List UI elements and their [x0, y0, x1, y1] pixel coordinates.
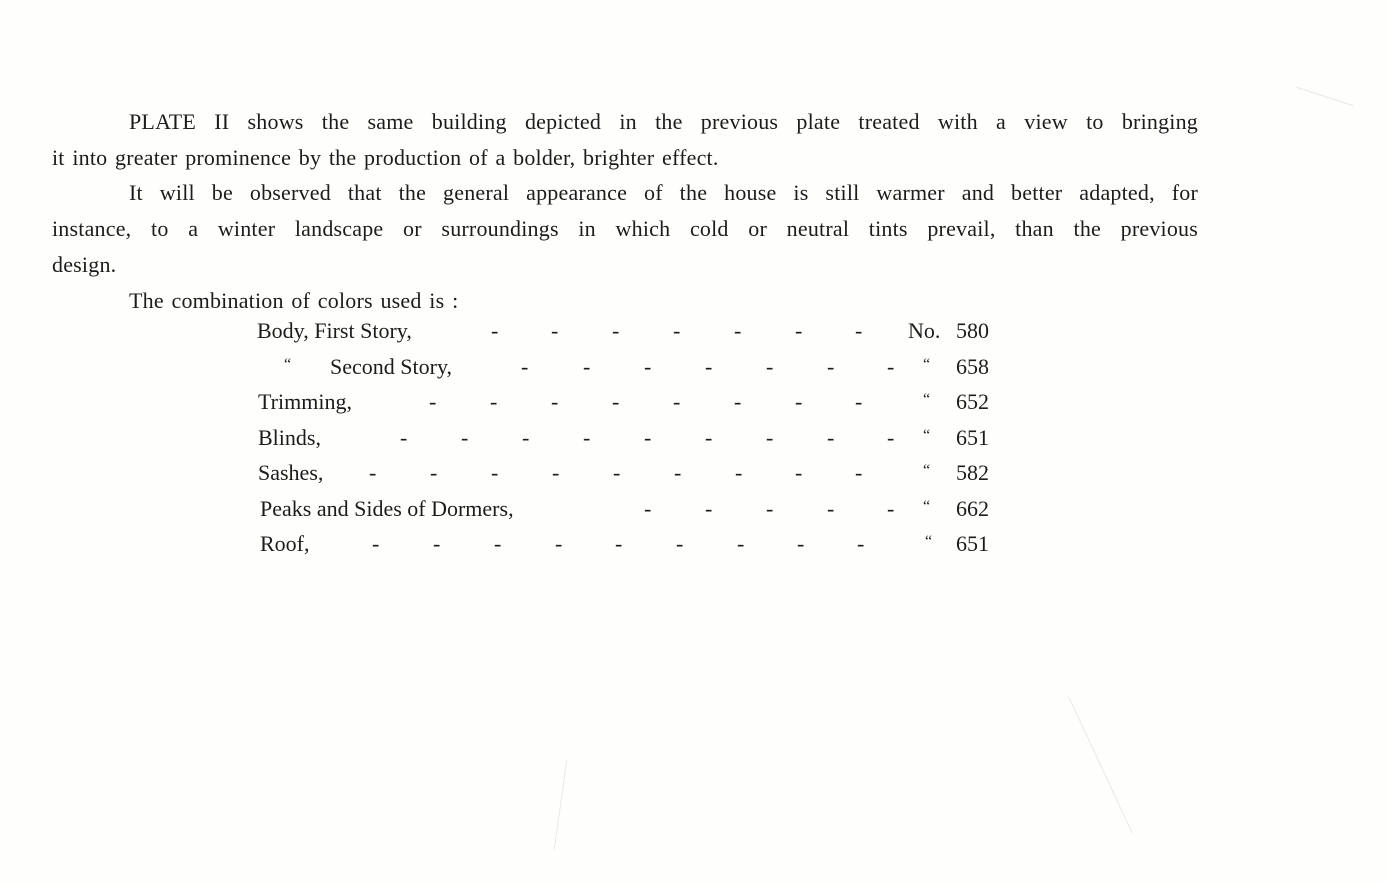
leader-dashes: -: [372, 531, 380, 556]
leader-dashes: -: [887, 495, 895, 521]
color-combination-table: [257, 318, 1002, 567]
paragraph-line: PLATE II shows the same building depicted in the previous plate treated with a view to bringing: [129, 109, 1198, 134]
table-row: [257, 460, 1002, 496]
leader-dashes: -: [827, 353, 835, 379]
row-label: Peaks and Sides of Dormers,: [260, 495, 514, 521]
ditto-mark: “: [923, 497, 931, 515]
color-number: 651: [956, 424, 989, 450]
leader-dashes: -: [855, 389, 863, 414]
leader-dashes: -: [583, 353, 591, 379]
leader-dashes: -: [887, 353, 895, 379]
paper-scuff: [1296, 87, 1353, 106]
leader-dashes: -: [737, 531, 745, 556]
color-number: 582: [956, 460, 989, 485]
leader-dashes: -: [674, 460, 682, 485]
ditto-mark: “: [923, 355, 931, 373]
leader-dashes: -: [612, 389, 620, 414]
color-number: 658: [956, 353, 989, 379]
leader-dashes: -: [522, 424, 530, 450]
leader-dashes: -: [795, 460, 803, 485]
row-label: Sashes,: [258, 460, 324, 485]
row-label: Roof,: [260, 531, 310, 556]
leader-dashes: -: [734, 389, 742, 414]
leader-dashes: -: [551, 318, 559, 343]
ditto-mark: “: [923, 462, 931, 479]
leader-dashes: -: [583, 424, 591, 450]
leader-dashes: -: [400, 424, 408, 450]
paragraph-line: design.: [52, 252, 117, 277]
leader-dashes: -: [644, 495, 652, 521]
paragraph-line: The combination of colors used is :: [129, 288, 459, 313]
leader-dashes: -: [461, 424, 469, 450]
leader-dashes: -: [766, 495, 774, 521]
leader-dashes: -: [552, 460, 560, 485]
leader-dashes: -: [887, 424, 895, 450]
leader-dashes: -: [855, 318, 863, 343]
leader-dashes: -: [855, 460, 863, 485]
leader-dashes: -: [857, 531, 865, 556]
leader-dashes: -: [734, 318, 742, 343]
leader-dashes: -: [766, 353, 774, 379]
row-label: Body, First Story,: [257, 318, 412, 343]
paragraph-line: it into greater prominence by the production of a bolder, brighter effect.: [52, 145, 719, 170]
leader-dashes: -: [491, 460, 499, 485]
paragraph-combination-intro: [129, 283, 729, 319]
leader-dashes: -: [491, 318, 499, 343]
table-row: [257, 389, 1002, 425]
paragraph-line: It will be observed that the general appearance of the house is still warmer and better adapted, for: [129, 180, 1198, 205]
leader-dashes: -: [433, 531, 441, 556]
leader-dashes: -: [676, 531, 684, 556]
table-row: [257, 354, 1002, 390]
leader-dashes: -: [490, 389, 498, 414]
leader-dashes: -: [613, 460, 621, 485]
leader-dashes: -: [430, 460, 438, 485]
leader-dashes: -: [673, 318, 681, 343]
paragraph-line: instance, to a winter landscape or surroundings in which cold or neutral tints prevail, than the previous: [52, 216, 1198, 241]
table-row: [257, 425, 1002, 461]
leader-dashes: -: [705, 353, 713, 379]
leader-dashes: -: [827, 495, 835, 521]
leader-dashes: -: [644, 424, 652, 450]
color-number: 652: [956, 389, 989, 414]
ditto-mark: “: [923, 391, 931, 408]
leader-dashes: -: [766, 424, 774, 450]
table-row: [257, 496, 1002, 532]
leader-dashes: -: [494, 531, 502, 556]
paragraph-plate-description: [52, 104, 1198, 176]
leader-dashes: -: [673, 389, 681, 414]
table-row: [257, 531, 1002, 567]
leader-dashes: -: [797, 531, 805, 556]
paper-scuff: [1068, 697, 1132, 833]
color-number: 662: [956, 495, 989, 521]
row-label: Second Story,: [330, 353, 453, 379]
leader-dashes: -: [827, 424, 835, 450]
ditto-mark: “: [284, 355, 292, 373]
leader-dashes: -: [555, 531, 563, 556]
leader-dashes: -: [795, 389, 803, 414]
paper-scuff: [554, 760, 568, 849]
row-label: Trimming,: [258, 389, 352, 414]
leader-dashes: -: [735, 460, 743, 485]
color-number: 651: [956, 531, 989, 556]
leader-dashes: -: [429, 389, 437, 414]
leader-dashes: -: [369, 460, 377, 485]
color-number: 580: [956, 318, 989, 343]
leader-dashes: -: [615, 531, 623, 556]
leader-dashes: -: [644, 353, 652, 379]
ditto-mark: “: [923, 426, 931, 444]
number-prefix: No.: [908, 318, 941, 343]
leader-dashes: -: [551, 389, 559, 414]
row-label: Blinds,: [258, 424, 321, 450]
paragraph-observation: [52, 175, 1198, 283]
leader-dashes: -: [612, 318, 620, 343]
leader-dashes: -: [705, 495, 713, 521]
leader-dashes: -: [795, 318, 803, 343]
table-row: [257, 318, 1002, 354]
ditto-mark: “: [925, 533, 933, 550]
leader-dashes: -: [521, 353, 529, 379]
leader-dashes: -: [705, 424, 713, 450]
